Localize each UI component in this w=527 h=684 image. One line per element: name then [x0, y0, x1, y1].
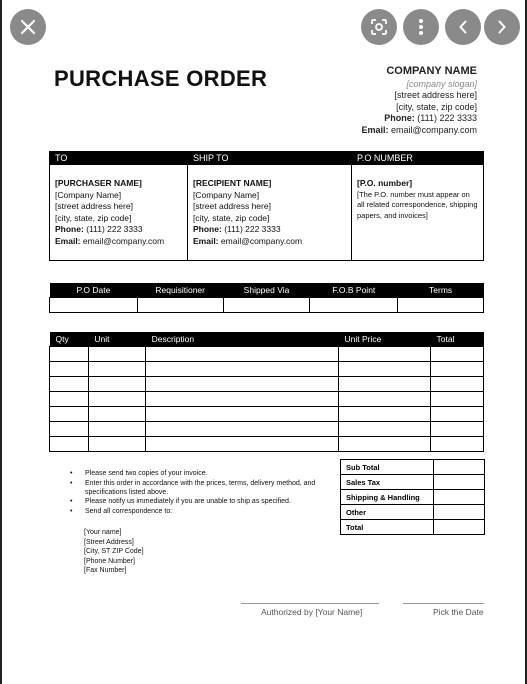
qty-cell[interactable]	[50, 407, 89, 422]
description-cell[interactable]	[146, 377, 339, 392]
po-number-block	[352, 165, 483, 260]
description-cell[interactable]	[146, 347, 339, 362]
po-date-cell[interactable]	[50, 298, 138, 313]
list-item: • Send all correspondence to:	[70, 508, 332, 517]
header-terms: Terms	[398, 283, 484, 298]
more-options-button[interactable]	[403, 9, 439, 45]
contact-name: [Your name]	[84, 529, 122, 536]
address-table	[49, 151, 484, 261]
unit-cell[interactable]	[88, 422, 145, 437]
order-info-header	[50, 283, 484, 298]
list-item: • Please notify us immediately if you are unable to ship as specified.	[70, 498, 332, 507]
header-unit-price: Unit Price	[338, 332, 430, 347]
terms-cell[interactable]	[398, 298, 484, 313]
date-line	[403, 603, 484, 604]
description-cell[interactable]	[146, 422, 339, 437]
to-phone: Phone: (111) 222 3333	[55, 224, 143, 234]
ship-to-block	[188, 165, 352, 260]
lens-button[interactable]	[361, 9, 397, 45]
qty-cell[interactable]	[50, 347, 89, 362]
items-table	[49, 332, 484, 452]
description-cell[interactable]	[146, 437, 339, 452]
table-row	[50, 362, 484, 377]
total-value[interactable]	[434, 520, 485, 535]
unit-cell[interactable]	[88, 392, 145, 407]
ship-to-email: Email: email@company.com	[193, 235, 303, 246]
header-requisitioner: Requisitioner	[137, 283, 223, 298]
po-number-header: P.O NUMBER	[357, 153, 413, 163]
unit-price-cell[interactable]	[338, 422, 430, 437]
qty-cell[interactable]	[50, 377, 89, 392]
header-shipped-via: Shipped Via	[223, 283, 310, 298]
qty-cell[interactable]	[50, 437, 89, 452]
description-cell[interactable]	[146, 362, 339, 377]
contact-block	[84, 528, 144, 576]
other-value[interactable]	[434, 505, 485, 520]
unit-price-cell[interactable]	[338, 437, 430, 452]
description-cell[interactable]	[146, 392, 339, 407]
next-button[interactable]	[484, 9, 520, 45]
subtotal-value[interactable]	[434, 460, 485, 475]
shipping-row	[341, 490, 485, 505]
notes-list	[70, 470, 332, 518]
shipping-label: Shipping & Handling	[341, 490, 434, 505]
to-block	[50, 165, 188, 260]
header-description: Description	[146, 332, 339, 347]
unit-price-cell[interactable]	[338, 407, 430, 422]
description-cell[interactable]	[146, 407, 339, 422]
lens-icon	[370, 18, 388, 36]
qty-cell[interactable]	[50, 422, 89, 437]
to-company: [Company Name]	[55, 189, 122, 200]
header-qty: Qty	[50, 332, 89, 347]
unit-cell[interactable]	[88, 437, 145, 452]
company-email: Email: email@company.com	[361, 124, 477, 135]
unit-price-cell[interactable]	[338, 392, 430, 407]
company-city: [city, state, zip code]	[396, 101, 477, 112]
close-button[interactable]	[10, 9, 46, 45]
pick-date-field[interactable]: Pick the Date	[433, 607, 484, 617]
chevron-right-icon	[497, 20, 507, 34]
contact-phone: [Phone Number]	[84, 557, 135, 565]
page-title: PURCHASE ORDER	[54, 66, 268, 91]
table-row	[50, 392, 484, 407]
total-cell[interactable]	[430, 422, 483, 437]
list-item: • Enter this order in accordance with the prices, terms, delivery method, and specifications listed above.	[70, 480, 332, 498]
close-icon	[20, 19, 36, 35]
purchaser-name: [PURCHASER NAME]	[55, 178, 142, 188]
ship-to-city: [city, state, zip code]	[193, 212, 270, 223]
to-city: [city, state, zip code]	[55, 212, 132, 223]
fob-point-cell[interactable]	[310, 298, 398, 313]
header-fob-point: F.O.B Point	[310, 283, 398, 298]
order-info-row	[50, 298, 484, 313]
company-street: [street address here]	[394, 90, 477, 100]
unit-cell[interactable]	[88, 347, 145, 362]
other-row	[341, 505, 485, 520]
total-cell[interactable]	[430, 407, 483, 422]
requisitioner-cell[interactable]	[137, 298, 223, 313]
contact-city: [City, ST ZIP Code]	[84, 548, 144, 556]
header-unit: Unit	[88, 332, 145, 347]
previous-button[interactable]	[445, 9, 481, 45]
total-cell[interactable]	[430, 347, 483, 362]
to-email: Email: email@company.com	[55, 235, 165, 246]
shipping-value[interactable]	[434, 490, 485, 505]
ship-to-street: [street address here]	[193, 201, 271, 211]
header-total: Total	[430, 332, 483, 347]
total-label: Total	[341, 520, 434, 535]
subtotal-label: Sub Total	[341, 460, 434, 475]
total-cell[interactable]	[430, 362, 483, 377]
sales-tax-label: Sales Tax	[341, 475, 434, 490]
company-name: COMPANY NAME	[386, 65, 477, 77]
ship-to-company: [Company Name]	[193, 189, 260, 200]
order-info-table	[49, 283, 484, 313]
to-header: TO	[55, 153, 68, 163]
unit-price-cell[interactable]	[338, 347, 430, 362]
total-cell[interactable]	[430, 437, 483, 452]
contact-street: [Street Address]	[84, 538, 134, 546]
total-cell[interactable]	[430, 377, 483, 392]
company-block	[361, 66, 477, 136]
header-po-date: P.O Date	[50, 283, 138, 298]
shipped-via-cell[interactable]	[223, 298, 310, 313]
table-row	[50, 377, 484, 392]
unit-price-cell[interactable]	[338, 362, 430, 377]
signature-line	[241, 603, 379, 604]
unit-price-cell[interactable]	[338, 377, 430, 392]
subtotal-row	[341, 460, 485, 475]
total-row	[341, 520, 485, 535]
recipient-name: [RECIPIENT NAME]	[193, 178, 272, 188]
company-phone: Phone: (111) 222 3333	[384, 113, 477, 123]
address-header	[50, 152, 483, 165]
sales-tax-row	[341, 475, 485, 490]
ship-to-phone: Phone: (111) 222 3333	[193, 224, 281, 234]
sales-tax-value[interactable]	[434, 475, 485, 490]
other-label: Other	[341, 505, 434, 520]
to-street: [street address here]	[55, 201, 133, 211]
contact-fax: [Fax Number]	[84, 567, 127, 575]
company-slogan: [company slogan]	[406, 78, 477, 89]
chevron-left-icon	[458, 20, 468, 34]
table-row	[50, 407, 484, 422]
ship-to-header: SHIP TO	[193, 153, 229, 163]
qty-cell[interactable]	[50, 362, 89, 377]
items-header	[50, 332, 484, 347]
authorized-by-label: Authorized by [Your Name]	[261, 607, 363, 617]
po-number-value: [P.O. number]	[357, 178, 413, 188]
unit-cell[interactable]	[88, 362, 145, 377]
qty-cell[interactable]	[50, 392, 89, 407]
table-row	[50, 347, 484, 362]
totals-table	[340, 459, 485, 535]
table-row	[50, 437, 484, 452]
table-row	[50, 422, 484, 437]
unit-cell[interactable]	[88, 377, 145, 392]
total-cell[interactable]	[430, 392, 483, 407]
unit-cell[interactable]	[88, 407, 145, 422]
more-vert-icon	[418, 18, 424, 36]
list-item: • Please send two copies of your invoice.	[70, 470, 332, 479]
po-number-note: [The P.O. number must appear on all related correspondence, shipping papers, and invoices]	[357, 189, 478, 220]
